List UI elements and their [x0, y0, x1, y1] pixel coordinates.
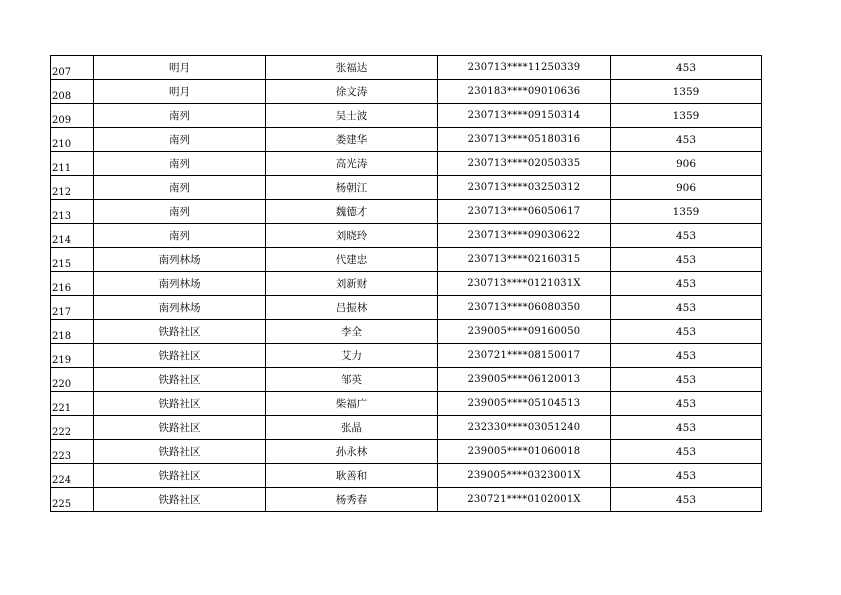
unit-cell: 南列 [94, 152, 266, 176]
amount-cell: 453 [611, 296, 762, 320]
id-number-cell: 230713****06050617 [438, 200, 611, 224]
table-row [51, 248, 762, 272]
table-row [51, 344, 762, 368]
id-number-cell: 230713****09030622 [438, 224, 611, 248]
id-number-cell: 239005****01060018 [438, 440, 611, 464]
table-row [51, 320, 762, 344]
amount-cell: 453 [611, 488, 762, 512]
id-number-cell: 230713****02160315 [438, 248, 611, 272]
row-number-cell: 207 [51, 56, 94, 80]
person-name-cell: 李全 [266, 320, 438, 344]
unit-cell: 明月 [94, 80, 266, 104]
id-number-cell: 239005****06120013 [438, 368, 611, 392]
table-row [51, 392, 762, 416]
unit-cell: 南列 [94, 224, 266, 248]
unit-cell: 铁路社区 [94, 488, 266, 512]
id-number-cell: 230713****0121031X [438, 272, 611, 296]
id-number-cell: 230721****0102001X [438, 488, 611, 512]
id-number-cell: 230713****09150314 [438, 104, 611, 128]
amount-cell: 453 [611, 368, 762, 392]
row-number-cell: 216 [51, 272, 94, 296]
unit-cell: 铁路社区 [94, 344, 266, 368]
person-name-cell: 杨秀春 [266, 488, 438, 512]
amount-cell: 453 [611, 392, 762, 416]
amount-cell: 453 [611, 464, 762, 488]
person-name-cell: 高光涛 [266, 152, 438, 176]
unit-cell: 铁路社区 [94, 320, 266, 344]
row-number-cell: 225 [51, 488, 94, 512]
table-body [51, 56, 762, 512]
unit-cell: 南列 [94, 104, 266, 128]
table-row [51, 56, 762, 80]
person-name-cell: 张晶 [266, 416, 438, 440]
row-number-cell: 209 [51, 104, 94, 128]
row-number-cell: 212 [51, 176, 94, 200]
row-number-cell: 217 [51, 296, 94, 320]
person-name-cell: 艾力 [266, 344, 438, 368]
row-number-cell: 221 [51, 392, 94, 416]
amount-cell: 453 [611, 440, 762, 464]
row-number-cell: 219 [51, 344, 94, 368]
table-row [51, 176, 762, 200]
row-number-cell: 213 [51, 200, 94, 224]
row-number-cell: 222 [51, 416, 94, 440]
amount-cell: 1359 [611, 200, 762, 224]
row-number-cell: 220 [51, 368, 94, 392]
id-number-cell: 239005****0323001X [438, 464, 611, 488]
row-number-cell: 218 [51, 320, 94, 344]
amount-cell: 1359 [611, 104, 762, 128]
unit-cell: 南列 [94, 200, 266, 224]
person-name-cell: 代建忠 [266, 248, 438, 272]
person-name-cell: 杨朝江 [266, 176, 438, 200]
row-number-cell: 211 [51, 152, 94, 176]
person-name-cell: 娄建华 [266, 128, 438, 152]
amount-cell: 453 [611, 416, 762, 440]
table-row [51, 80, 762, 104]
table-row [51, 200, 762, 224]
unit-cell: 南列林场 [94, 272, 266, 296]
id-number-cell: 230713****11250339 [438, 56, 611, 80]
id-number-cell: 230713****02050335 [438, 152, 611, 176]
unit-cell: 南列 [94, 128, 266, 152]
row-number-cell: 223 [51, 440, 94, 464]
table-row [51, 416, 762, 440]
table-row [51, 296, 762, 320]
row-number-cell: 215 [51, 248, 94, 272]
id-number-cell: 239005****09160050 [438, 320, 611, 344]
table-row [51, 368, 762, 392]
amount-cell: 1359 [611, 80, 762, 104]
unit-cell: 铁路社区 [94, 464, 266, 488]
person-name-cell: 吕振林 [266, 296, 438, 320]
person-name-cell: 柴福广 [266, 392, 438, 416]
row-number-cell: 210 [51, 128, 94, 152]
table-row [51, 128, 762, 152]
amount-cell: 453 [611, 56, 762, 80]
subsidy-table [50, 55, 762, 512]
amount-cell: 453 [611, 128, 762, 152]
amount-cell: 453 [611, 272, 762, 296]
row-number-cell: 224 [51, 464, 94, 488]
unit-cell: 铁路社区 [94, 416, 266, 440]
person-name-cell: 张福达 [266, 56, 438, 80]
row-number-cell: 208 [51, 80, 94, 104]
amount-cell: 453 [611, 224, 762, 248]
table-row [51, 224, 762, 248]
amount-cell: 453 [611, 320, 762, 344]
person-name-cell: 刘新财 [266, 272, 438, 296]
id-number-cell: 232330****03051240 [438, 416, 611, 440]
table-row [51, 104, 762, 128]
amount-cell: 906 [611, 152, 762, 176]
amount-cell: 453 [611, 344, 762, 368]
id-number-cell: 230713****03250312 [438, 176, 611, 200]
unit-cell: 南列林场 [94, 296, 266, 320]
id-number-cell: 230721****08150017 [438, 344, 611, 368]
person-name-cell: 吴士波 [266, 104, 438, 128]
id-number-cell: 230183****09010636 [438, 80, 611, 104]
person-name-cell: 徐文涛 [266, 80, 438, 104]
table-row [51, 272, 762, 296]
unit-cell: 南列 [94, 176, 266, 200]
person-name-cell: 魏德才 [266, 200, 438, 224]
id-number-cell: 239005****05104513 [438, 392, 611, 416]
amount-cell: 453 [611, 248, 762, 272]
unit-cell: 明月 [94, 56, 266, 80]
id-number-cell: 230713****05180316 [438, 128, 611, 152]
unit-cell: 铁路社区 [94, 368, 266, 392]
person-name-cell: 耿善和 [266, 464, 438, 488]
table-row [51, 464, 762, 488]
table-row [51, 488, 762, 512]
table-row [51, 440, 762, 464]
unit-cell: 铁路社区 [94, 440, 266, 464]
person-name-cell: 孙永林 [266, 440, 438, 464]
person-name-cell: 邹英 [266, 368, 438, 392]
id-number-cell: 230713****06080350 [438, 296, 611, 320]
unit-cell: 铁路社区 [94, 392, 266, 416]
row-number-cell: 214 [51, 224, 94, 248]
table-row [51, 152, 762, 176]
person-name-cell: 刘晓玲 [266, 224, 438, 248]
amount-cell: 906 [611, 176, 762, 200]
unit-cell: 南列林场 [94, 248, 266, 272]
